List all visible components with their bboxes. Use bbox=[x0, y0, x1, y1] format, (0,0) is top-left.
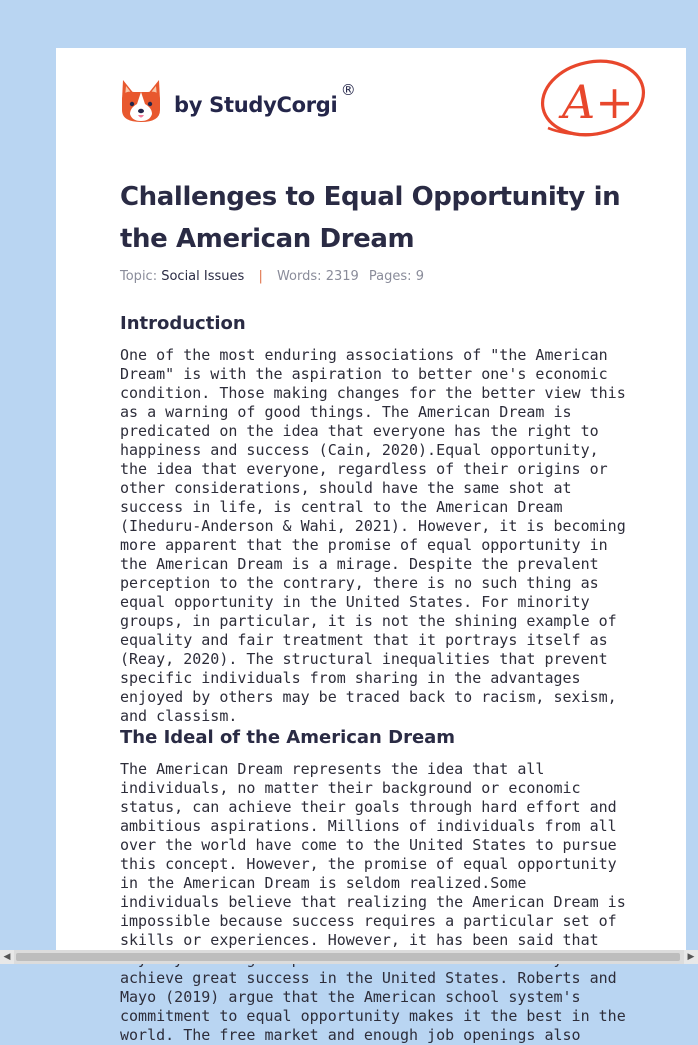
a-plus-grade-stamp-icon bbox=[538, 58, 648, 140]
article-title: Challenges to Equal Opportunity in the American Dream bbox=[120, 182, 621, 254]
section-paragraph-ideal: The American Dream represents the idea that all individuals, no matter their background or economic status, can achieve their goals through hard effort and ambitious aspirations. Millions of individuals from all over the world have come to the United States to pursue this concept. However, the promise of equal opportunity in the American Dream is seldom realized.Some individuals believe that realizing the American Dream is impossible because success requires a particular set of skills or experiences. However, it has been said that achieve great success in the United States. Roberts and Mayo (2019) argue that the American school system's commitment to equal opportunity makes it the best in the world. The free market and enough job openings also bbox=[120, 760, 626, 1044]
scroll-left-arrow-icon[interactable]: ◀ bbox=[0, 950, 14, 964]
topic-link[interactable]: Social Issues bbox=[161, 269, 245, 284]
document-page bbox=[56, 48, 686, 1044]
words-label: Words: bbox=[276, 269, 322, 284]
section-heading-ideal: The Ideal of the American Dream bbox=[120, 727, 456, 748]
words-count: 2319 bbox=[325, 269, 359, 284]
horizontal-scrollbar[interactable] bbox=[0, 950, 698, 964]
pages-count: 9 bbox=[415, 269, 424, 284]
brand-name-text: by StudyCorgi bbox=[174, 93, 338, 117]
topic-label: Topic: bbox=[120, 269, 158, 284]
section-paragraph-introduction: One of the most enduring associations of "the American Dream" is with the aspiration to better one's economic condition. Those making changes for the better view this as a warning of good things. The American Dream is predicated on the idea that everyone has the right to happiness and success (Cain, 2020).Equal opportunity, the idea that everyone, regardless of their origins or other considerations, should have the same shot at success in life, is central to the American Dream (Iheduru-Anderson & Wahi, 2021). However, it is becoming more apparent that the promise of equal opportunity in the American Dream is a mirage. Despite the prevalent perception to the contrary, there is no such thing as equal opportunity in the United States. For minority groups, in particular, it is not the shining example of equality and fair treatment that it portrays itself as (Reay, 2020). The structural inequalities that prevent specific individuals from sharing in the advantages enjoyed by others may be traced back to racism, sexism, and classism. bbox=[120, 346, 626, 725]
brand-header[interactable] bbox=[120, 76, 356, 126]
grade-text: A+ bbox=[562, 75, 634, 129]
corgi-logo-icon bbox=[120, 78, 162, 124]
section-heading-introduction: Introduction bbox=[120, 313, 246, 334]
scrollbar-thumb[interactable] bbox=[16, 953, 680, 961]
registered-mark: ® bbox=[340, 81, 356, 99]
article-meta bbox=[120, 269, 424, 284]
scroll-right-arrow-icon[interactable]: ▶ bbox=[684, 950, 698, 964]
article-body bbox=[120, 312, 634, 1045]
pages-label: Pages: bbox=[368, 269, 412, 284]
brand-name bbox=[174, 81, 356, 117]
meta-separator: | bbox=[258, 269, 263, 284]
